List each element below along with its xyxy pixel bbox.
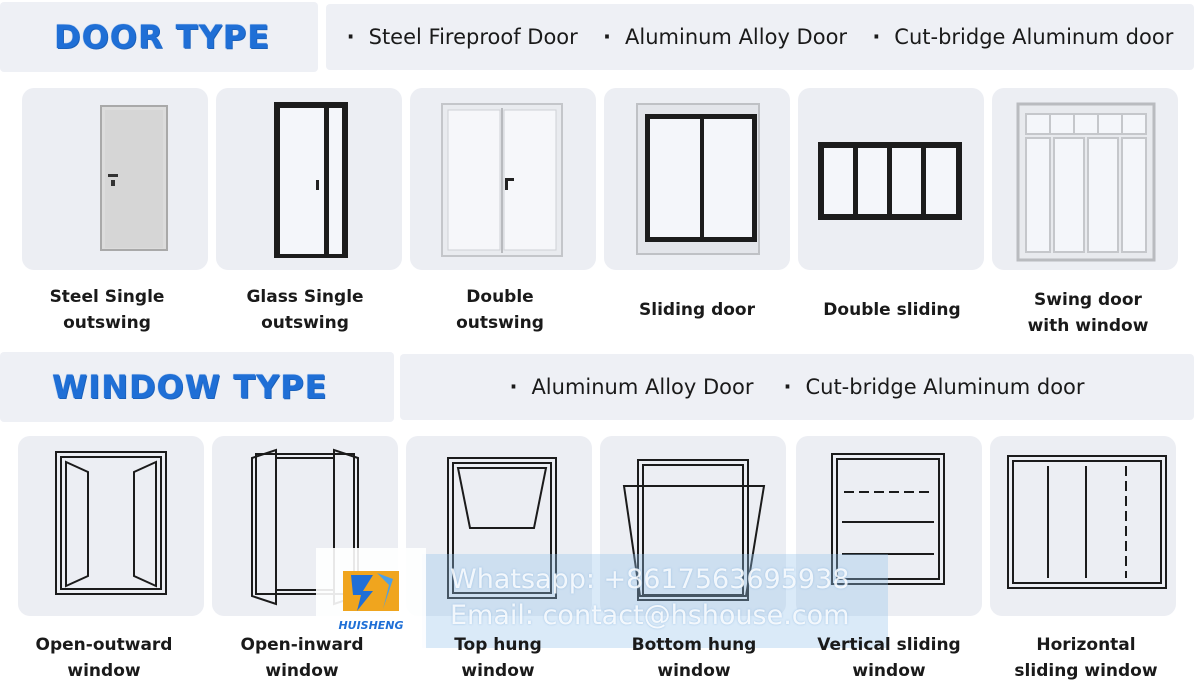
- label-line: outswing: [456, 313, 544, 333]
- window-card-open-outward: [18, 436, 204, 616]
- logo-icon: [343, 565, 399, 617]
- swing-door-window-illustration: [992, 88, 1178, 270]
- window-type-banner: [0, 352, 394, 422]
- window-label-open-inward: [216, 632, 388, 684]
- label-line: Sliding door: [639, 300, 755, 320]
- label-line: Open-inward: [240, 635, 364, 655]
- label-line: outswing: [261, 313, 349, 333]
- door-label-swing-with-window: [1003, 287, 1173, 339]
- label-line: Open-outward: [35, 635, 173, 655]
- door-card-glass-single: [216, 88, 402, 270]
- door-card-double-sliding: [798, 88, 984, 270]
- watermark-whatsapp: Whatsapp: +8617563695938: [450, 564, 850, 595]
- door-type-title: DOOR TYPE: [54, 18, 271, 56]
- door-label-sliding: [605, 284, 789, 336]
- door-card-sliding: [604, 88, 790, 270]
- label-line: window: [461, 661, 535, 681]
- door-material-item: · Aluminum Alloy Door: [603, 25, 847, 49]
- label-line: Top hung: [454, 635, 542, 655]
- sliding-door-illustration: [604, 88, 790, 270]
- window-card-horizontal-sliding: [990, 436, 1176, 616]
- label-line: Steel Single: [49, 287, 165, 307]
- window-materials-banner: [400, 354, 1194, 420]
- label-line: Horizontal: [1036, 635, 1136, 655]
- label-line: Bottom hung: [631, 635, 757, 655]
- glass-single-door-illustration: [216, 88, 402, 270]
- window-label-vertical-sliding: [796, 632, 982, 684]
- watermark-email: Email: contact@hshouse.com: [450, 600, 850, 631]
- door-card-double-outswing: [410, 88, 596, 270]
- label-line: sliding window: [1014, 661, 1158, 681]
- door-label-steel-single: [22, 284, 192, 336]
- window-label-horizontal-sliding: [996, 632, 1176, 684]
- label-line: outswing: [63, 313, 151, 333]
- open-outward-window-illustration: [18, 436, 204, 616]
- door-material-item: · Cut-bridge Aluminum door: [872, 25, 1173, 49]
- label-line: with window: [1027, 316, 1149, 336]
- window-material-item: · Aluminum Alloy Door: [509, 375, 753, 399]
- door-label-double-outswing: [415, 284, 585, 336]
- door-materials-banner: [326, 4, 1194, 70]
- window-label-open-outward: [18, 632, 190, 684]
- steel-single-door-illustration: [22, 88, 208, 270]
- label-line: Double: [466, 287, 534, 307]
- horizontal-sliding-window-illustration: [990, 436, 1176, 616]
- door-material-item: · Steel Fireproof Door: [347, 25, 578, 49]
- window-type-title: WINDOW TYPE: [52, 368, 328, 406]
- label-line: window: [265, 661, 339, 681]
- logo-text: HUISHENG: [338, 618, 404, 632]
- window-label-bottom-hung: [606, 632, 782, 684]
- window-material-item: · Cut-bridge Aluminum door: [783, 375, 1084, 399]
- label-line: Double sliding: [823, 300, 961, 320]
- label-line: Vertical sliding: [817, 635, 961, 655]
- door-type-banner: [0, 2, 318, 72]
- door-card-swing-with-window: [992, 88, 1178, 270]
- label-line: Glass Single: [246, 287, 364, 307]
- double-sliding-door-illustration: [798, 88, 984, 270]
- label-line: Swing door: [1034, 290, 1142, 310]
- door-label-glass-single: [220, 284, 390, 336]
- door-label-double-sliding: [800, 284, 984, 336]
- label-line: window: [657, 661, 731, 681]
- label-line: window: [67, 661, 141, 681]
- window-label-top-hung: [412, 632, 584, 684]
- label-line: window: [852, 661, 926, 681]
- door-card-steel-single: [22, 88, 208, 270]
- double-outswing-door-illustration: [410, 88, 596, 270]
